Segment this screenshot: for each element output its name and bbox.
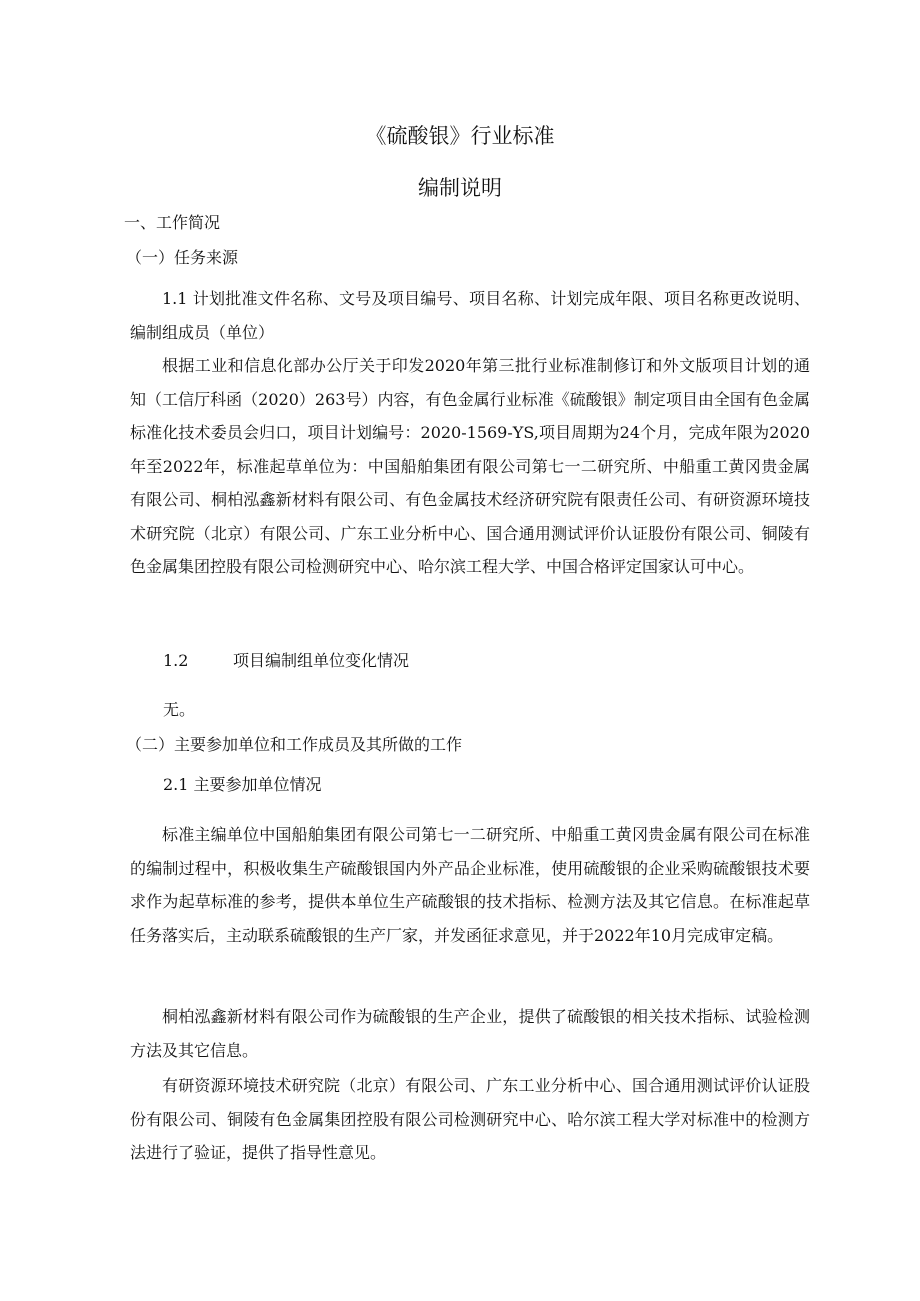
- item-1-2-text: 项目编制组单位变化情况: [233, 651, 410, 670]
- paragraph-chief-editor: 标准主编单位中国船舶集团有限公司第七一二研究所、中船重工黄冈贵金属有限公司在标准的编制过程中，积极收集生产硫酸银国内外产品企业标准，使用硫酸银的企业采购硫酸银技术要求作为起草标准的参考，提供本单位生产硫酸银的技术指标、检测方法及其它信息。在标准起草任务落实后，主动联系硫酸银的生产厂家，并发函征求意见，并于2022年10月完成审定稿。: [130, 825, 810, 945]
- subsection-heading-1: （一）任务来源: [126, 248, 239, 267]
- item-2-1: 2.1 主要参加单位情况: [163, 775, 322, 794]
- document-title: 《硫酸银》行业标准: [365, 124, 555, 148]
- paragraph-none: 无。: [163, 700, 196, 719]
- paragraph-task-source: 根据工业和信息化部办公厅关于印发2020年第三批行业标准制修订和外文版项目计划的通知（工信厅科函（2020）263号）内容，有色金属行业标准《硫酸银》制定项目由全国有色金属标准化技术委员会归口，项目计划编号：2020-1569-YS,项目周期为24个月，完成年限为2020年至2022年，标准起草单位为：中国船舶集团有限公司第七一二研究所、中船重工黄冈贵金属有限公司、桐柏泓鑫新材料有限公司、有色金属技术经济研究院有限责任公司、有研资源环境技术研究院（北京）有限公司、广东工业分析中心、国合通用测试评价认证股份有限公司、铜陵有色金属集团控股有限公司检测研究中心、哈尔滨工程大学、中国合格评定国家认可中心。: [130, 356, 810, 576]
- item-1-1: 1.1 计划批准文件名称、文号及项目编号、项目名称、计划完成年限、项目名称更改说明、编制组成员（单位）: [130, 289, 810, 342]
- section-heading-1: 一、工作简况: [124, 213, 221, 232]
- paragraph-verification: 有研资源环境技术研究院（北京）有限公司、广东工业分析中心、国合通用测试评价认证股份有限公司、铜陵有色金属集团控股有限公司检测研究中心、哈尔滨工程大学对标准中的检测方法进行了验证，提供了指导性意见。: [130, 1076, 810, 1162]
- paragraph-producer: 桐柏泓鑫新材料有限公司作为硫酸银的生产企业，提供了硫酸银的相关技术指标、试验检测方法及其它信息。: [130, 1007, 810, 1060]
- item-1-2: [163, 651, 409, 671]
- document-subtitle: 编制说明: [418, 176, 502, 200]
- subsection-heading-2: （二）主要参加单位和工作成员及其所做的工作: [126, 735, 463, 754]
- item-1-2-number: 1.2: [163, 651, 189, 670]
